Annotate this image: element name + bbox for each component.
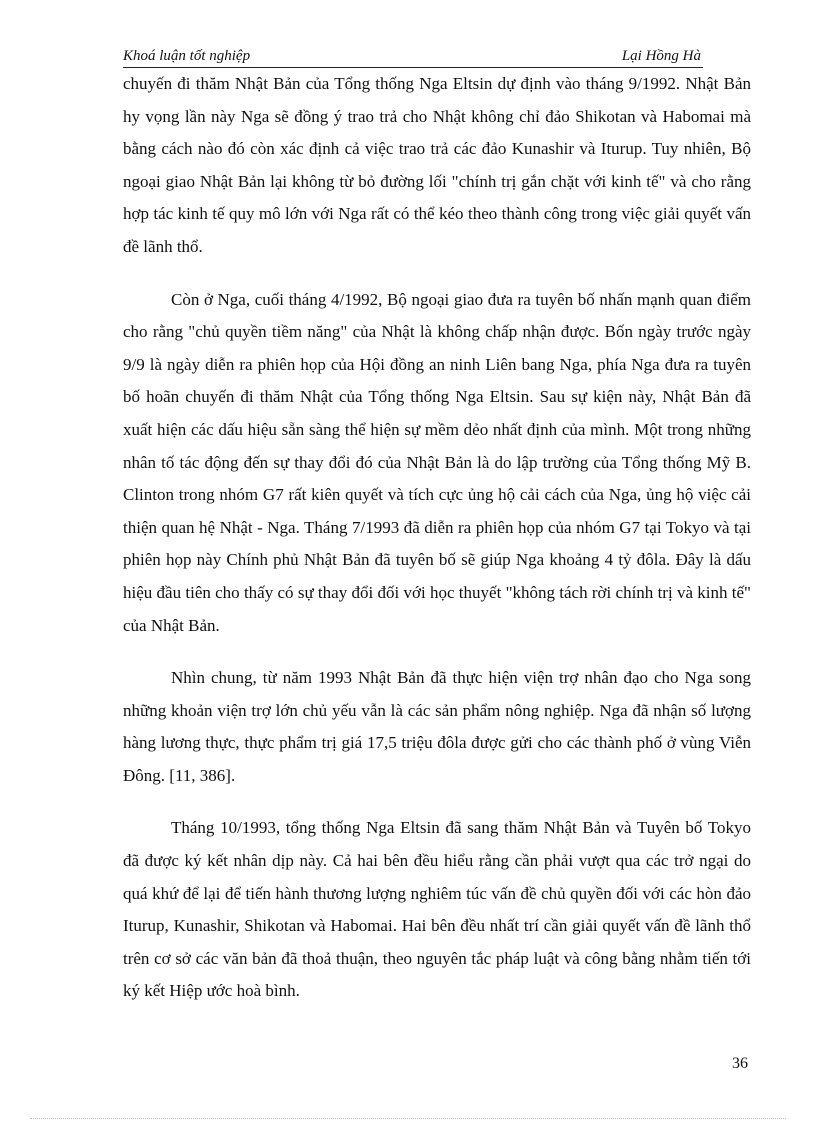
paragraph-continuation: chuyến đi thăm Nhật Bản của Tổng thống Nga Eltsin dự định vào tháng 9/1992. Nhật Bản hy vọng lần này Nga sẽ đồng ý trao trả cho Nhật không chỉ đảo Shikotan và Habomai mà bằng cách nào đó còn xác định cả việc trao trả các đảo Kunashir và Iturup. Tuy nhiên, Bộ ngoại giao Nhật Bản lại không từ bỏ đường lối "chính trị gắn chặt với kinh tế" và cho rằng hợp tác kinh tế quy mô lớn với Nga rất có thể kéo theo thành công trong việc giải quyết vấn đề lãnh thổ. <box>123 74 751 256</box>
paragraph-russia-position: Còn ở Nga, cuối tháng 4/1992, Bộ ngoại giao đưa ra tuyên bố nhấn mạnh quan điểm cho rằng "chủ quyền tiềm năng" của Nhật là không chấp nhận được. Bốn ngày trước ngày 9/9 là ngày diễn ra phiên họp của Hội đồng an ninh Liên bang Nga, phía Nga đưa ra tuyên bố hoãn chuyến đi thăm Nhật của Tổng thống Nga Eltsin. Sau sự kiện này, Nhật Bản đã xuất hiện các dấu hiệu sẵn sàng thể hiện sự mềm dẻo nhất định của mình. Một trong những nhân tố tác động đến sự thay đổi đó của Nhật Bản là do lập trường của Tổng thống Mỹ B. Clinton trong nhóm G7 rất kiên quyết và tích cực ủng hộ cải cách của Nga, ủng hộ việc cải thiện quan hệ Nhật - Nga. Tháng 7/1993 đã diễn ra phiên họp của nhóm G7 tại Tokyo và tại phiên họp này Chính phủ Nhật Bản đã tuyên bố sẽ giúp Nga khoảng 4 tỷ đôla. Đây là dấu hiệu đầu tiên cho thấy có sự thay đổi đối với học thuyết "không tách rời chính trị và kinh tế" của Nhật Bản. <box>123 289 751 635</box>
footer-divider <box>30 1118 786 1119</box>
page-header <box>123 47 703 68</box>
document-body <box>123 68 751 1008</box>
header-thesis-label: Khoá luận tốt nghiệp <box>123 48 251 64</box>
page-number: 36 <box>732 1055 748 1072</box>
paragraph-humanitarian-aid: Nhìn chung, từ năm 1993 Nhật Bản đã thực hiện viện trợ nhân đạo cho Nga song những khoản viện trợ lớn chủ yếu vẫn là các sản phẩm nông nghiệp. Nga đã nhận số lượng hàng lương thực, thực phẩm trị giá 17,5 triệu đôla được gửi cho các thành phố ở vùng Viễn Đông. [11, 386]. <box>123 668 751 785</box>
header-author-name: Lại Hồng Hà <box>621 48 701 64</box>
paragraph-tokyo-declaration: Tháng 10/1993, tổng thống Nga Eltsin đã sang thăm Nhật Bản và Tuyên bố Tokyo đã được ký kết nhân dịp này. Cả hai bên đều hiểu rằng cần phải vượt qua các trở ngại do quá khứ để lại để tiến hành thương lượng nghiêm túc vấn đề chủ quyền đối với các hòn đảo Iturup, Kunashir, Shikotan và Habomai. Hai bên đều nhất trí cần giải quyết vấn đề lãnh thổ trên cơ sở các văn bản đã thoả thuận, theo nguyên tắc pháp luật và công bằng nhằm tiến tới ký kết Hiệp ước hoà bình. <box>123 818 751 1001</box>
